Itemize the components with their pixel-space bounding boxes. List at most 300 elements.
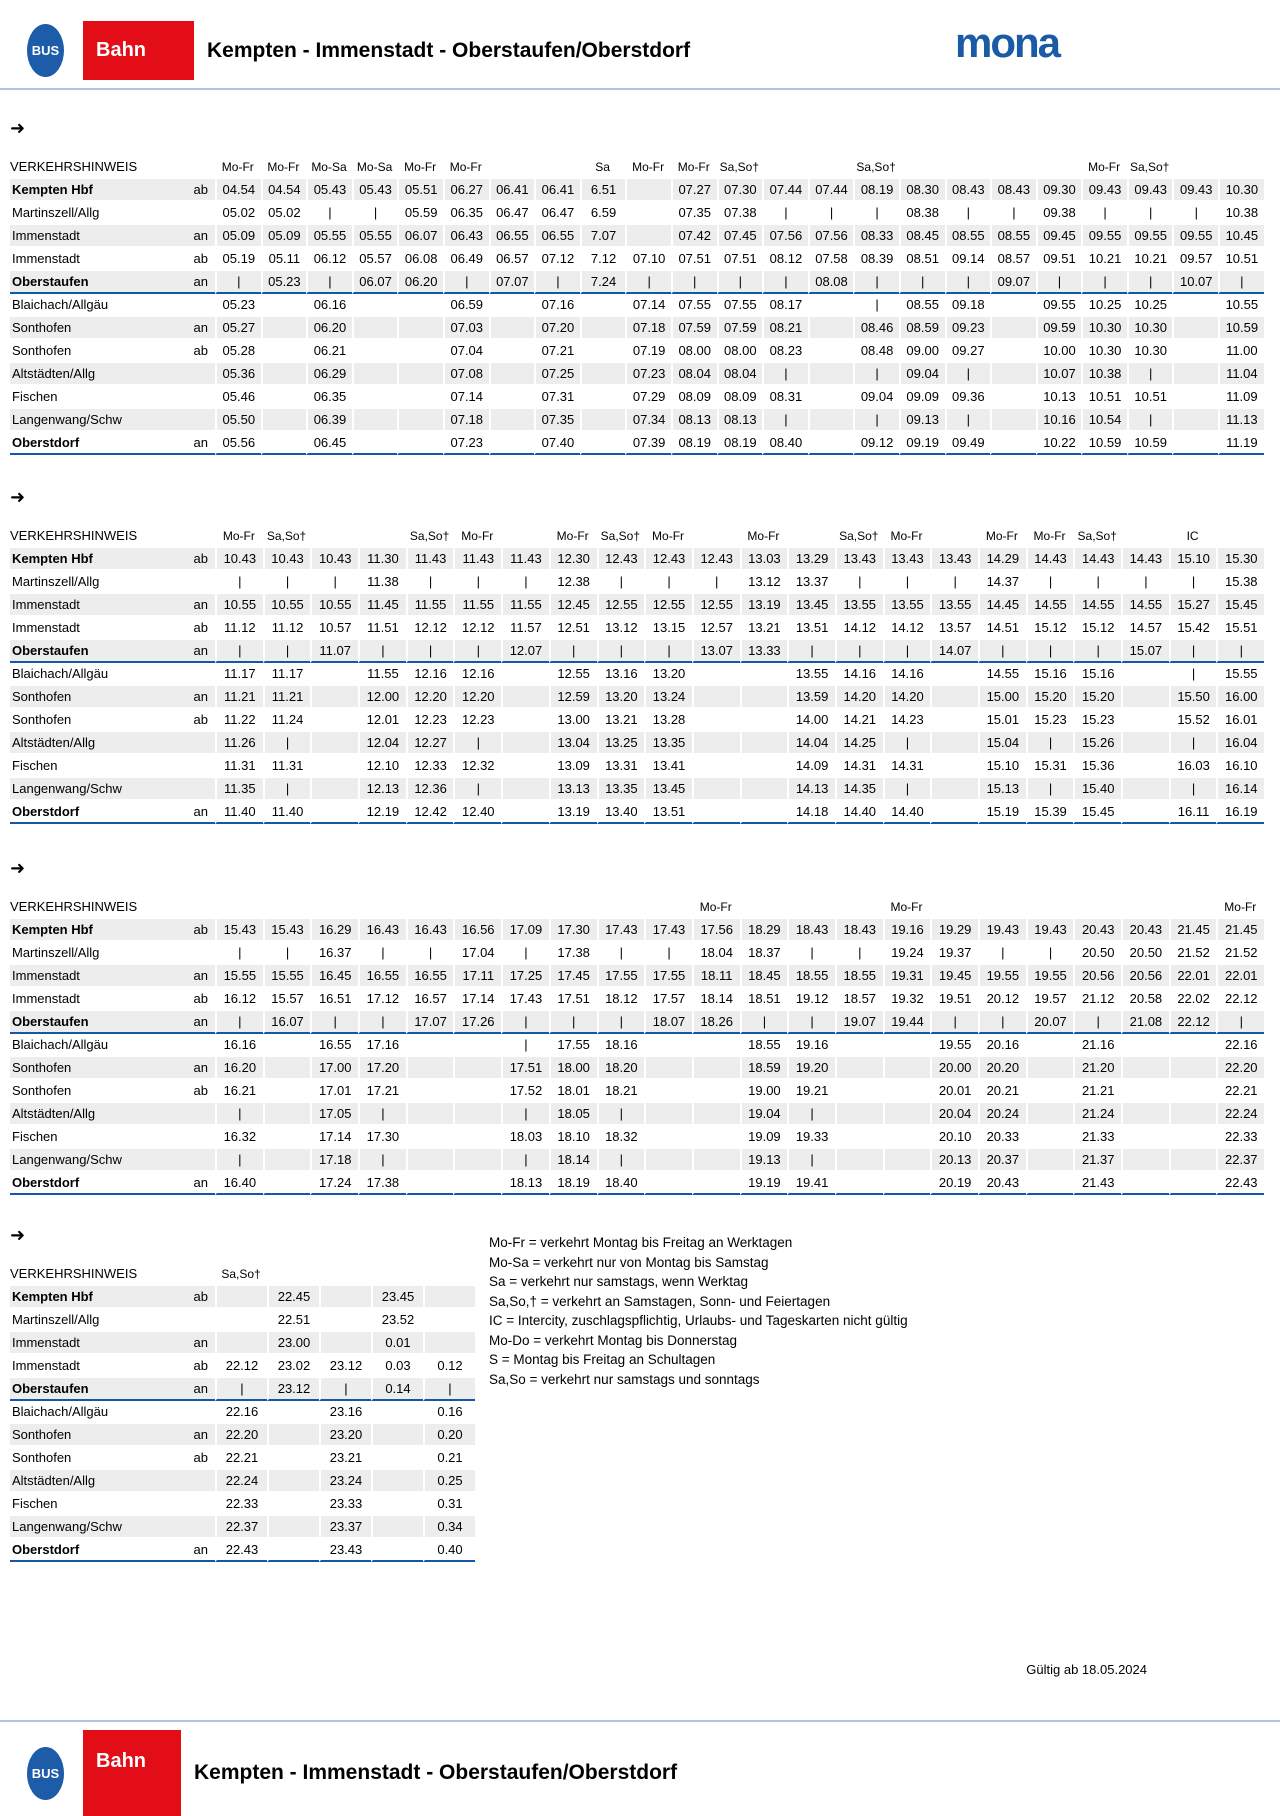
time-cell: 13.43 (835, 548, 883, 571)
daily-bar: täglich (215, 1225, 475, 1251)
time-cell (835, 1034, 883, 1057)
time-cell: | (1026, 778, 1074, 801)
daily-bar: täglich (215, 858, 1264, 884)
time-cell (883, 1126, 931, 1149)
time-cell: 20.01 (930, 1080, 978, 1103)
time-cell: | (215, 640, 263, 663)
time-cell: | (215, 1378, 267, 1401)
time-cell: 13.55 (787, 663, 835, 686)
station-row (10, 1447, 475, 1470)
time-cell: 22.37 (1216, 1149, 1264, 1172)
station-row (10, 248, 1264, 271)
time-cell: 11.31 (215, 755, 263, 778)
station-row (10, 1286, 475, 1309)
time-cell: 0.20 (423, 1424, 475, 1447)
time-cell: 21.45 (1216, 919, 1264, 942)
time-cell: 19.55 (1026, 965, 1074, 988)
time-cell: | (1036, 271, 1082, 294)
time-cell: 22.12 (1216, 988, 1264, 1011)
time-cell: 14.04 (787, 732, 835, 755)
time-cell (835, 1126, 883, 1149)
time-cell: 09.45 (1036, 225, 1082, 248)
time-cell: 19.16 (787, 1034, 835, 1057)
note-cell: Mo-Fr (453, 513, 501, 548)
time-cell: 14.55 (1121, 594, 1169, 617)
time-cell (310, 709, 358, 732)
time-cell: 11.30 (358, 548, 406, 571)
time-cell (1121, 801, 1169, 824)
time-cell: 10.30 (1081, 340, 1127, 363)
station-row (10, 801, 1264, 824)
legend-line: S = Montag bis Freitag an Schultagen (489, 1352, 716, 1367)
time-cell: 13.29 (787, 548, 835, 571)
time-cell: 07.44 (808, 179, 854, 202)
time-cell: 09.51 (1036, 248, 1082, 271)
time-cell: 17.12 (358, 988, 406, 1011)
station-name-cell: Oberstdorf (10, 1539, 185, 1562)
time-cell: | (597, 942, 645, 965)
direction-cell: an (185, 1011, 215, 1034)
time-cell: 18.13 (501, 1172, 549, 1195)
station-row (10, 1401, 475, 1424)
time-cell: 17.05 (310, 1103, 358, 1126)
station-name-cell: Blaichach/Allgäu (10, 663, 185, 686)
time-cell: 16.45 (310, 965, 358, 988)
time-cell: 06.47 (489, 202, 535, 225)
time-cell: 17.16 (358, 1034, 406, 1057)
time-cell: 08.00 (717, 340, 763, 363)
time-cell (808, 409, 854, 432)
time-cell: | (1127, 409, 1173, 432)
time-cell (1121, 1103, 1169, 1126)
bahn-logo (83, 1730, 181, 1816)
time-cell: 20.50 (1073, 942, 1121, 965)
time-cell: | (263, 942, 311, 965)
time-cell (1169, 1149, 1217, 1172)
timetable-section-3 (10, 858, 1280, 1195)
time-cell: 15.12 (1073, 617, 1121, 640)
time-cell: 14.07 (930, 640, 978, 663)
timetable-4 (10, 1225, 475, 1562)
time-cell: 16.07 (263, 1011, 311, 1034)
time-cell: | (945, 363, 991, 386)
time-cell: 06.45 (306, 432, 352, 455)
station-name-cell: Oberstdorf (10, 432, 185, 455)
time-cell (580, 294, 626, 317)
time-cell: 07.35 (534, 409, 580, 432)
station-row (10, 1378, 475, 1401)
station-name-cell: Immenstadt (10, 988, 185, 1011)
note-cell (453, 884, 501, 919)
time-cell: 23.12 (319, 1355, 371, 1378)
time-cell: 20.33 (978, 1126, 1026, 1149)
direction-cell: an (185, 432, 215, 455)
time-cell: 09.18 (945, 294, 991, 317)
direction-cell (185, 1309, 215, 1332)
time-cell: | (1216, 640, 1264, 663)
time-cell: 09.55 (1036, 294, 1082, 317)
station-row (10, 1057, 1264, 1080)
time-cell (263, 1080, 311, 1103)
station-name-cell: Martinszell/Allg (10, 1309, 185, 1332)
note-cell (945, 144, 991, 179)
time-cell: 07.39 (625, 432, 671, 455)
time-cell: | (787, 640, 835, 663)
time-cell (397, 409, 443, 432)
time-cell: 13.21 (740, 617, 788, 640)
time-cell: 11.55 (501, 594, 549, 617)
time-cell: | (406, 640, 454, 663)
time-cell (371, 1539, 423, 1562)
note-cell (215, 884, 263, 919)
time-cell (692, 778, 740, 801)
direction-cell: an (185, 640, 215, 663)
time-cell (835, 1149, 883, 1172)
station-row (10, 594, 1264, 617)
daily-bar-row (10, 858, 1264, 884)
time-cell: | (762, 409, 808, 432)
time-cell: 7.24 (580, 271, 626, 294)
direction-cell: ab (185, 919, 215, 942)
time-cell (1121, 1126, 1169, 1149)
station-row (10, 732, 1264, 755)
time-cell: 13.09 (549, 755, 597, 778)
direction-cell: an (185, 594, 215, 617)
time-cell: | (358, 1011, 406, 1034)
time-cell: 19.41 (787, 1172, 835, 1195)
time-cell: 11.24 (263, 709, 311, 732)
time-cell: 19.31 (883, 965, 931, 988)
time-cell (740, 732, 788, 755)
station-name-cell: Immenstadt (10, 1355, 185, 1378)
time-cell: 20.43 (978, 1172, 1026, 1195)
time-cell: 05.50 (215, 409, 261, 432)
time-cell: 10.45 (1218, 225, 1264, 248)
time-cell: 20.21 (978, 1080, 1026, 1103)
time-cell: 09.57 (1172, 248, 1218, 271)
time-cell (1026, 1057, 1074, 1080)
time-cell: 14.31 (835, 755, 883, 778)
station-row (10, 202, 1264, 225)
time-cell: 12.55 (644, 594, 692, 617)
time-cell: 14.40 (883, 801, 931, 824)
arrow-icon: ➜ (10, 487, 26, 507)
time-cell (808, 294, 854, 317)
time-cell: 12.00 (358, 686, 406, 709)
timetable-2 (10, 487, 1264, 824)
time-cell: 15.51 (1216, 617, 1264, 640)
direction-cell (185, 1493, 215, 1516)
time-cell: 22.16 (1216, 1034, 1264, 1057)
direction-cell: ab (185, 340, 215, 363)
time-cell: 18.20 (597, 1057, 645, 1080)
station-row (10, 942, 1264, 965)
time-cell (423, 1286, 475, 1309)
time-cell: 22.02 (1169, 988, 1217, 1011)
time-cell: | (1073, 1011, 1121, 1034)
note-cell (644, 884, 692, 919)
time-cell: 11.55 (453, 594, 501, 617)
time-cell: | (835, 942, 883, 965)
time-cell (489, 317, 535, 340)
time-cell (310, 801, 358, 824)
time-cell: | (1081, 202, 1127, 225)
time-cell: | (1216, 1011, 1264, 1034)
time-cell: 16.51 (310, 988, 358, 1011)
time-cell: 22.21 (1216, 1080, 1264, 1103)
time-cell: 22.33 (1216, 1126, 1264, 1149)
note-cell (762, 144, 808, 179)
time-cell: 20.12 (978, 988, 1026, 1011)
note-cell: Mo-Fr (443, 144, 489, 179)
time-cell: 08.43 (945, 179, 991, 202)
station-name-cell: Oberstaufen (10, 271, 185, 294)
time-cell: | (1121, 571, 1169, 594)
time-cell (397, 363, 443, 386)
time-cell: 15.52 (1169, 709, 1217, 732)
time-cell (930, 801, 978, 824)
station-name-cell: Sonthofen (10, 1080, 185, 1103)
time-cell: 18.12 (597, 988, 645, 1011)
legend-line: Sa,So,† = verkehrt an Samstagen, Sonn- und Feiertagen (489, 1293, 831, 1309)
time-cell (835, 1103, 883, 1126)
time-cell: | (990, 202, 1036, 225)
time-cell: 08.23 (762, 340, 808, 363)
time-cell: | (597, 1149, 645, 1172)
time-cell: 23.45 (371, 1286, 423, 1309)
note-cell (930, 513, 978, 548)
legend-line: Sa = verkehrt nur samstags, wenn Werktag (489, 1274, 748, 1289)
station-row (10, 294, 1264, 317)
time-cell: 07.23 (625, 363, 671, 386)
time-cell: 09.38 (1036, 202, 1082, 225)
time-cell (883, 1034, 931, 1057)
time-cell (692, 686, 740, 709)
time-cell: 10.00 (1036, 340, 1082, 363)
time-cell: 05.19 (215, 248, 261, 271)
time-cell: 10.21 (1127, 248, 1173, 271)
time-cell: 13.43 (883, 548, 931, 571)
time-cell (1026, 1103, 1074, 1126)
time-cell: | (692, 571, 740, 594)
station-row (10, 1470, 475, 1493)
time-cell: 12.07 (501, 640, 549, 663)
time-cell: 07.10 (625, 248, 671, 271)
time-cell (215, 1286, 267, 1309)
direction-cell (185, 386, 215, 409)
time-cell: 06.35 (443, 202, 489, 225)
note-cell (310, 884, 358, 919)
time-cell (692, 663, 740, 686)
time-cell: 15.04 (978, 732, 1026, 755)
time-cell: 16.37 (310, 942, 358, 965)
direction-cell (185, 294, 215, 317)
time-cell: 22.43 (215, 1539, 267, 1562)
time-cell: 07.03 (443, 317, 489, 340)
time-cell: 07.25 (534, 363, 580, 386)
time-cell: 16.01 (1216, 709, 1264, 732)
daily-bar: täglich (215, 487, 1264, 513)
time-cell: 0.14 (371, 1378, 423, 1401)
time-cell: | (1169, 732, 1217, 755)
time-cell (263, 1172, 311, 1195)
time-cell (692, 755, 740, 778)
time-cell: 13.00 (549, 709, 597, 732)
time-cell: 08.12 (762, 248, 808, 271)
station-name-cell: Kempten Hbf (10, 179, 185, 202)
time-cell: 18.26 (692, 1011, 740, 1034)
direction-cell (185, 1401, 215, 1424)
time-cell: | (1127, 271, 1173, 294)
station-row (10, 1493, 475, 1516)
time-cell (261, 386, 307, 409)
station-row (10, 1126, 1264, 1149)
time-cell (692, 1080, 740, 1103)
time-cell: 13.57 (930, 617, 978, 640)
time-cell: | (808, 202, 854, 225)
time-cell (1169, 1103, 1217, 1126)
time-cell: 19.24 (883, 942, 931, 965)
note-cell (835, 884, 883, 919)
time-cell: 14.25 (835, 732, 883, 755)
direction-cell: an (185, 686, 215, 709)
time-cell: 07.18 (625, 317, 671, 340)
bus-logo (27, 1747, 64, 1800)
direction-cell: an (185, 1424, 215, 1447)
time-cell: 07.51 (717, 248, 763, 271)
station-name-cell: Fischen (10, 386, 185, 409)
time-cell: 21.33 (1073, 1126, 1121, 1149)
time-cell (644, 1172, 692, 1195)
time-cell (263, 1149, 311, 1172)
time-cell: 20.56 (1121, 965, 1169, 988)
station-name-cell: Fischen (10, 1126, 185, 1149)
time-cell (319, 1309, 371, 1332)
station-row (10, 363, 1264, 386)
time-cell: 19.19 (740, 1172, 788, 1195)
time-cell: | (1169, 663, 1217, 686)
direction-cell: ab (185, 548, 215, 571)
daily-bar-row (10, 487, 1264, 513)
time-cell: | (787, 1011, 835, 1034)
time-cell: | (597, 571, 645, 594)
time-cell (261, 432, 307, 455)
time-cell: | (762, 202, 808, 225)
time-cell: 12.38 (549, 571, 597, 594)
time-cell: | (853, 363, 899, 386)
time-cell (1121, 755, 1169, 778)
time-cell: 13.04 (549, 732, 597, 755)
time-cell (267, 1516, 319, 1539)
time-cell: 21.43 (1073, 1172, 1121, 1195)
time-cell: 10.22 (1036, 432, 1082, 455)
time-cell (740, 663, 788, 686)
time-cell: 21.08 (1121, 1011, 1169, 1034)
time-cell: 22.33 (215, 1493, 267, 1516)
time-cell: 14.20 (883, 686, 931, 709)
time-cell (267, 1424, 319, 1447)
station-row (10, 271, 1264, 294)
time-cell: 13.19 (740, 594, 788, 617)
time-cell (1121, 732, 1169, 755)
time-cell (489, 294, 535, 317)
time-cell: 10.43 (310, 548, 358, 571)
time-cell: | (352, 202, 398, 225)
time-cell: | (215, 1103, 263, 1126)
time-cell: 09.04 (853, 386, 899, 409)
direction-cell (185, 409, 215, 432)
time-cell: 05.28 (215, 340, 261, 363)
time-cell: 14.00 (787, 709, 835, 732)
time-cell: 08.55 (990, 225, 1036, 248)
time-cell: 17.25 (501, 965, 549, 988)
time-cell (501, 801, 549, 824)
time-cell: 22.21 (215, 1447, 267, 1470)
time-cell: 06.39 (306, 409, 352, 432)
time-cell: 05.55 (306, 225, 352, 248)
time-cell: 11.19 (1218, 432, 1264, 455)
time-cell: | (1169, 640, 1217, 663)
time-cell: 13.59 (787, 686, 835, 709)
direction-cell (185, 942, 215, 965)
time-cell: 08.19 (671, 432, 717, 455)
note-cell (267, 1251, 319, 1286)
time-cell (453, 1126, 501, 1149)
station-name-cell: Altstädten/Allg (10, 732, 185, 755)
direction-cell: ab (185, 709, 215, 732)
time-cell (580, 409, 626, 432)
verkehrshinweis-label: VERKEHRSHINWEIS (10, 513, 185, 548)
time-cell: 12.04 (358, 732, 406, 755)
time-cell: 16.20 (215, 1057, 263, 1080)
note-cell: Mo-Fr (978, 513, 1026, 548)
time-cell (1026, 1172, 1074, 1195)
daily-bar: täglich (215, 118, 1264, 144)
time-cell: | (625, 271, 671, 294)
time-cell: 15.42 (1169, 617, 1217, 640)
station-name-cell: Immenstadt (10, 248, 185, 271)
time-cell (644, 1057, 692, 1080)
time-cell (692, 1034, 740, 1057)
time-cell: 13.45 (644, 778, 692, 801)
time-cell: 05.43 (306, 179, 352, 202)
note-cell (549, 884, 597, 919)
header-divider (0, 88, 1280, 90)
time-cell: 18.21 (597, 1080, 645, 1103)
station-row (10, 386, 1264, 409)
note-cell: Mo-Fr (740, 513, 788, 548)
station-name-cell: Langenwang/Schw (10, 1149, 185, 1172)
time-cell: 10.43 (215, 548, 263, 571)
station-row (10, 778, 1264, 801)
time-cell (453, 1103, 501, 1126)
time-cell: 21.21 (1073, 1080, 1121, 1103)
time-cell (740, 755, 788, 778)
time-cell: 06.27 (443, 179, 489, 202)
note-cell (310, 513, 358, 548)
time-cell: 15.13 (978, 778, 1026, 801)
time-cell: 10.38 (1218, 202, 1264, 225)
time-cell: 7.12 (580, 248, 626, 271)
footer-header (0, 1722, 1280, 1816)
time-cell: 11.45 (358, 594, 406, 617)
direction-cell: an (185, 317, 215, 340)
station-row (10, 179, 1264, 202)
time-cell: 21.45 (1169, 919, 1217, 942)
time-cell: | (1169, 778, 1217, 801)
time-cell: 06.29 (306, 363, 352, 386)
station-row (10, 1034, 1264, 1057)
